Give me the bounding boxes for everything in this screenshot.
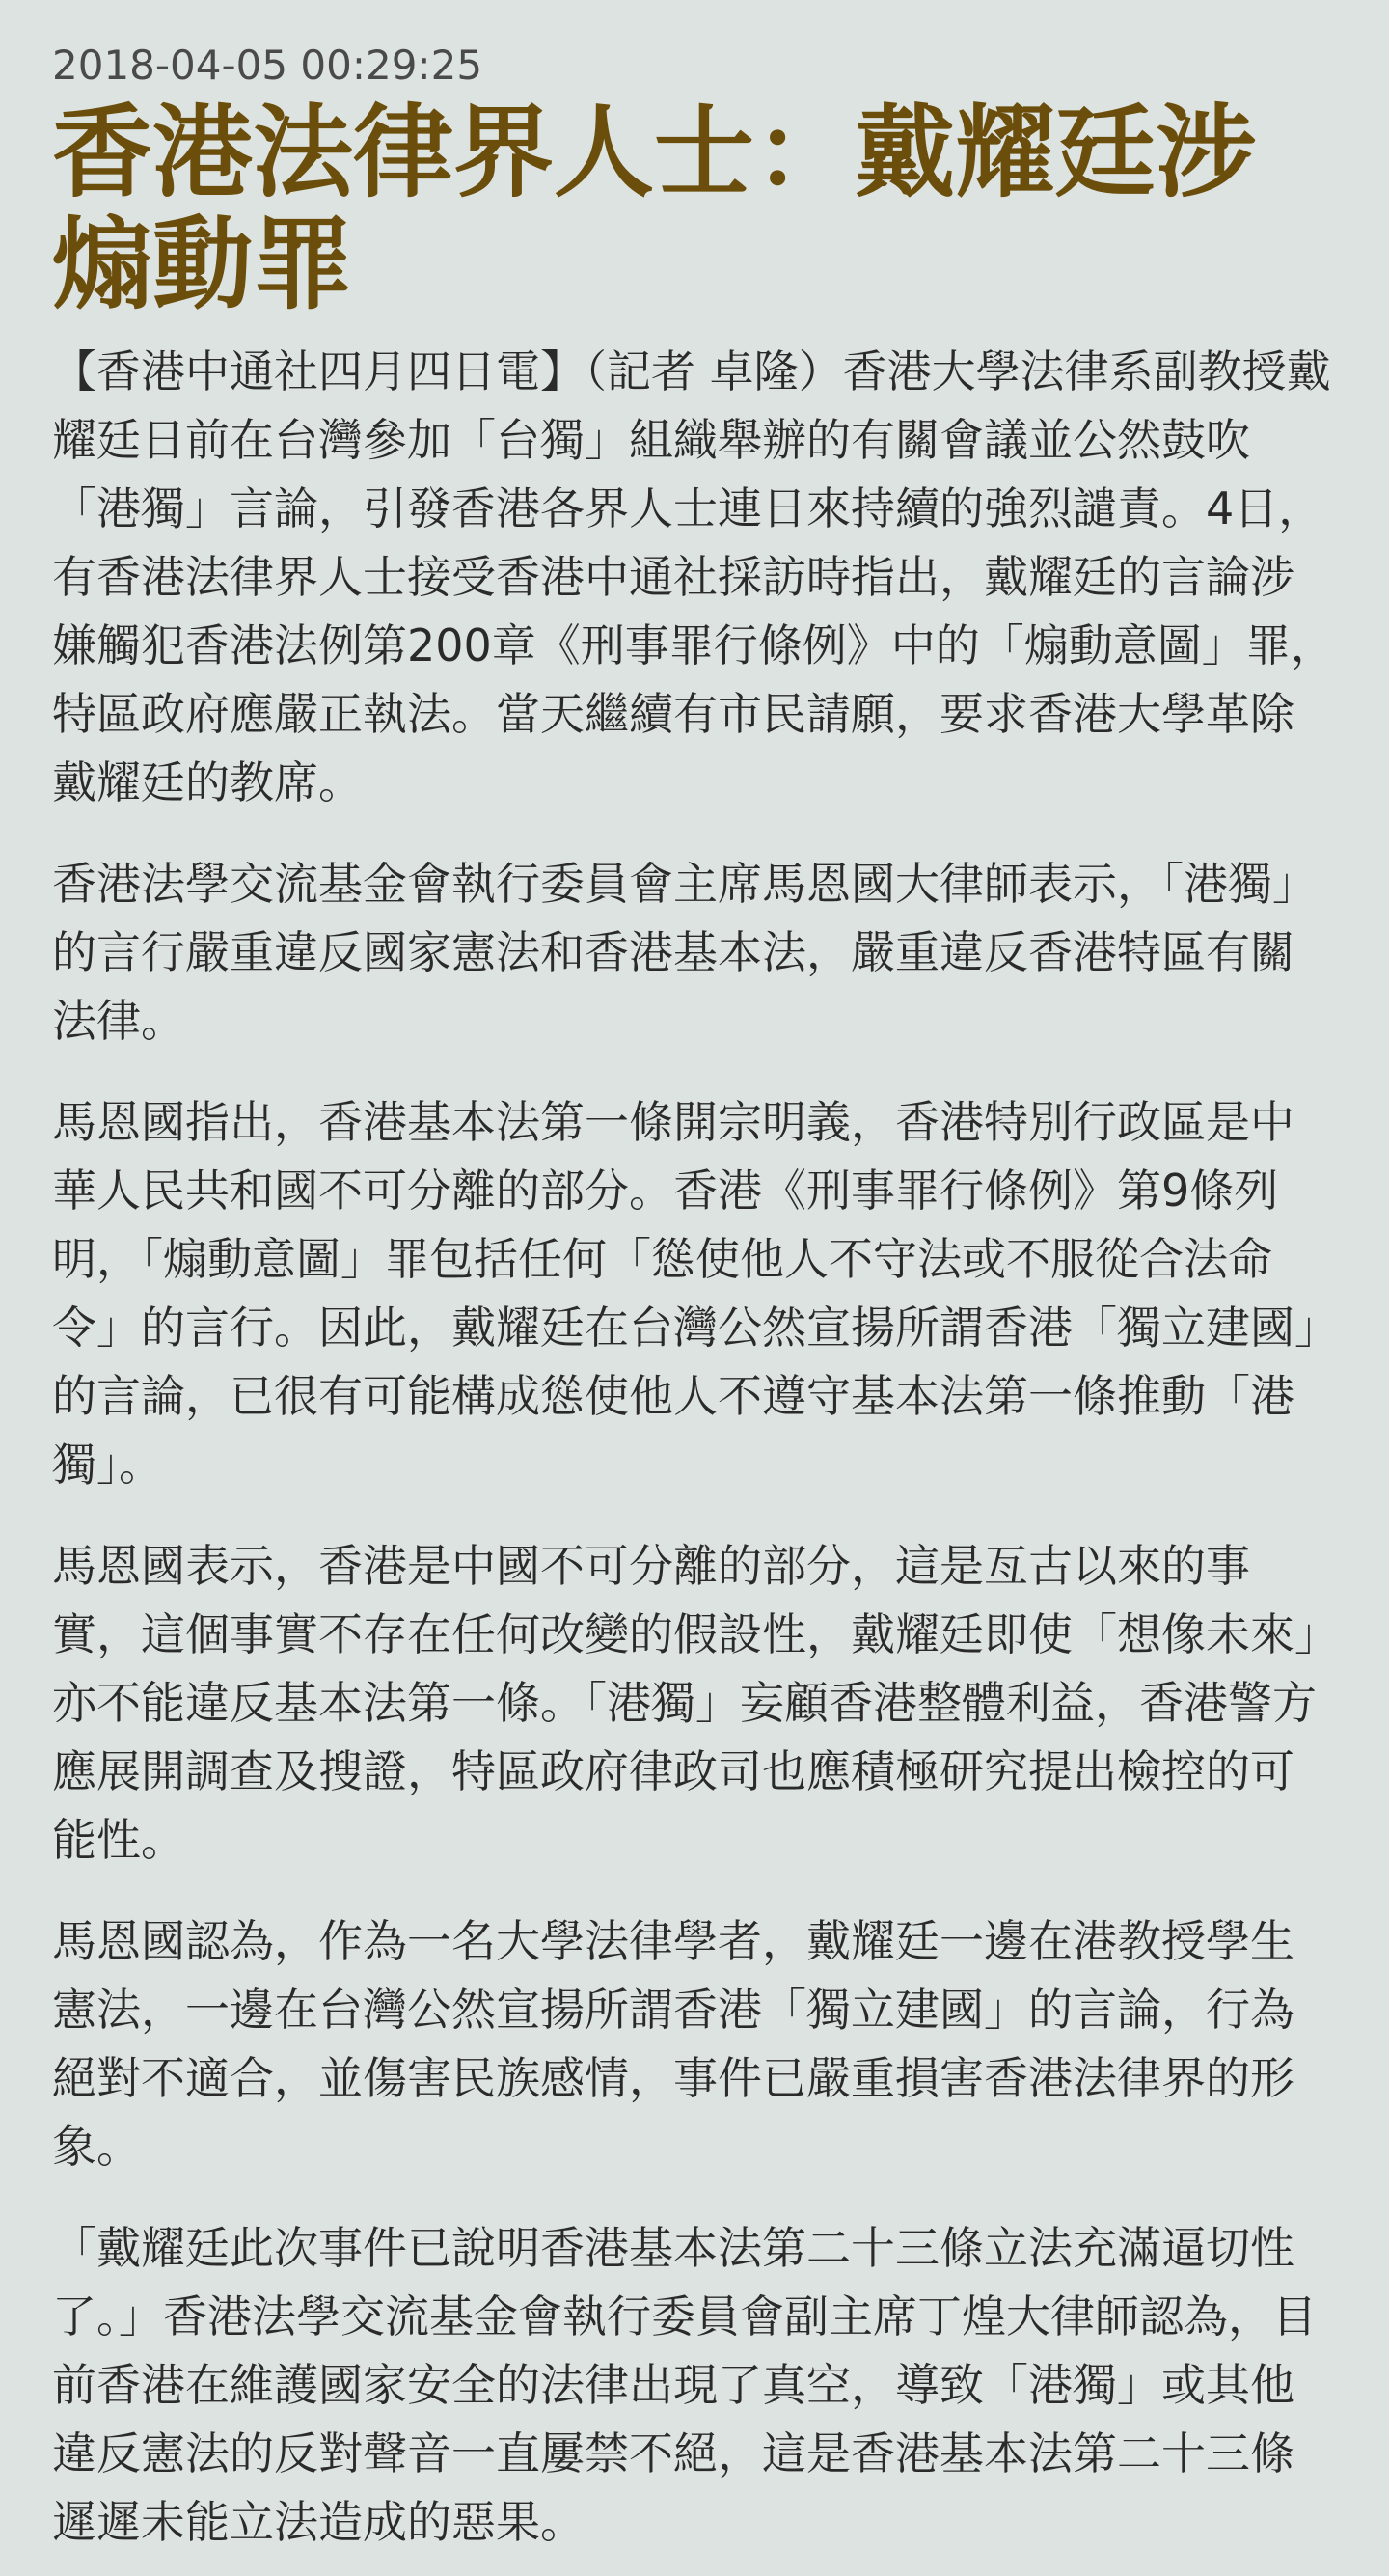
article-paragraph-3: 馬恩國指出，香港基本法第一條開宗明義，香港特別行政區是中華人民共和國不可分離的部分。香港《刑事罪行條例》第9條列明，「煽動意圖」罪包括任何「慫使他人不守法或不服從合法命令」的言行。因此，戴耀廷在台灣公然宣揚所謂香港「獨立建國」的言論，已很有可能構成慫使他人不遵守基本法第一條推動「港獨」。 xyxy=(52,1096,1317,1491)
article-title: 香港法律界人士：戴耀廷涉煽動罪 xyxy=(52,94,1257,323)
article-paragraph-4: 馬恩國表示，香港是中國不可分離的部分，這是亙古以來的事實，這個事實不存在任何改變的假設性，戴耀廷即使「想像未來」亦不能違反基本法第一條。「港獨」妄顧香港整體利益，香港警方應展開調查及搜證，特區政府律政司也應積極研究提出檢控的可能性。 xyxy=(52,1540,1317,1866)
article-paragraph-5: 馬恩國認為，作為一名大學法律學者，戴耀廷一邊在港教授學生憲法，一邊在台灣公然宣揚所謂香港「獨立建國」的言論，行為絕對不適合，並傷害民族感情，事件已嚴重損害香港法律界的形象。 xyxy=(52,1915,1294,2173)
article-paragraph-1: 【香港中通社四月四日電】（記者 卓隆）香港大學法律系副教授戴耀廷日前在台灣參加「台獨」組織舉辦的有關會議並公然鼓吹「港獨」言論，引發香港各界人士連日來持續的強烈譴責。4日，有香港法律界人士接受香港中通社採訪時指出，戴耀廷的言論涉嫌觸犯香港法例第200章《刑事罪行條例》中的「煽動意圖」罪，特區政府應嚴正執法。當天繼續有市民請願，要求香港大學革除戴耀廷的教席。 xyxy=(52,345,1335,808)
article-paragraph-6: 「戴耀廷此次事件已說明香港基本法第二十三條立法充滿逼切性了。」香港法學交流基金會執行委員會副主席丁煌大律師認為，目前香港在維護國家安全的法律出現了真空，導致「港獨」或其他違反憲法的反對聲音一直屢禁不絕，這是香港基本法第二十三條遲遲未能立法造成的惡果。 xyxy=(52,2222,1317,2548)
article-paragraph-2: 香港法學交流基金會執行委員會主席馬恩國大律師表示，「港獨」的言行嚴重違反國家憲法和香港基本法，嚴重違反香港特區有關法律。 xyxy=(52,858,1317,1047)
article-timestamp: 2018-04-05 00:29:25 xyxy=(52,41,483,89)
